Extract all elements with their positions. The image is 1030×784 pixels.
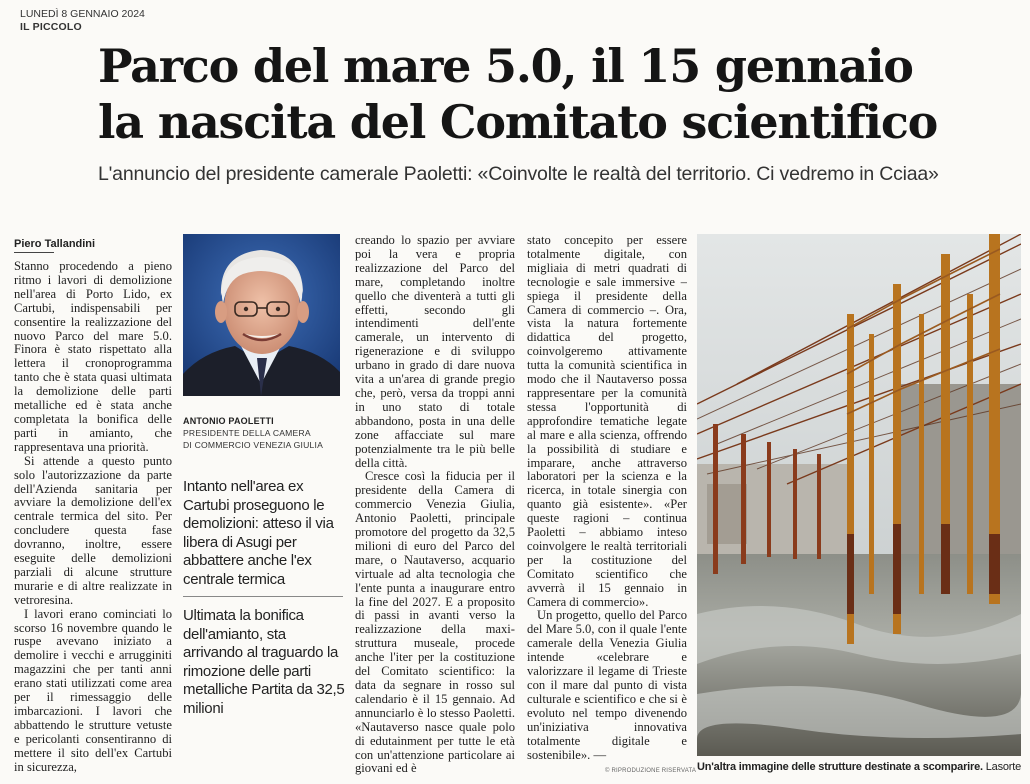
portrait-photo xyxy=(183,234,340,396)
paragraph: I lavori erano cominciati lo scorso 16 novembre quando le ruspe avevano iniziato a demolire i vecchi e arrugginiti magazzini che per tanti anni erano stati utilizzati come area per il rimessaggio delle imbarcazioni. I lavori che abbattendo le strutture vetuste e pericolanti consentiranno di mettere il sito dell'ex Cartubi in sicurezza, xyxy=(14,606,172,774)
portrait-caption-role xyxy=(183,428,343,451)
portrait-caption-name: ANTONIO PAOLETTI xyxy=(183,416,274,426)
byline: Piero Tallandini xyxy=(14,238,96,250)
headline xyxy=(98,38,1018,150)
article-column-1 xyxy=(14,260,172,778)
byline-rule xyxy=(14,252,54,253)
paragraph: stato concepito per essere totalmente digitale, con migliaia di metri quadrati di tecnologie e sale immersive – spiega il presidente della Camera di commercio –. Ora, vista la natura fortemente didattica del progetto, coinvolgeremo attivamente tutta la comunità scientifica in modo che il Nautaverso possa rappresentare per la comunità stessa l'opportunità di approfondire tematiche legate al mare e alla scienza, offrendo la possibilità di studiare e imparare, anche attraverso laboratori per la scienza e la ricerca, in totale sinergia con quanto già esistente». «Per queste ragioni – continua Paoletti – abbiamo inteso coinvolgere le realtà territoriali per la costituzione del Comitato scientifico che avverrà il 15 gennaio in Camera di commercio». xyxy=(527,234,687,609)
pullquote-1: Intanto nell'area ex Cartubi proseguono le demolizioni: atteso il via libera di Asugi per abbattere anche l'ex centrale termica xyxy=(183,478,334,588)
demolition-site-photo xyxy=(697,234,1021,756)
portrait-caption-role-line-1: PRESIDENTE DELLA CAMERA xyxy=(183,428,311,438)
portrait-illustration xyxy=(183,234,340,396)
paragraph: Si attende a questo punto solo l'autorizzazione da parte dell'Azienda sanitaria per avviare la demolizione dell'ex centrale termica del sito. Per concludere questa fase dovranno, inoltre, essere eseguite delle demolizioni parziali di alcune strutture murarie e di altre realizzate in vetroresina. xyxy=(14,453,172,607)
article-column-4 xyxy=(527,234,687,762)
photo-illustration xyxy=(697,234,1021,756)
masthead xyxy=(20,8,145,34)
headline-line-2: la nascita del Comitato scientifico xyxy=(98,95,938,149)
newspaper-name: IL PICCOLO xyxy=(20,21,82,33)
paragraph: Un progetto, quello del Parco del Mare 5.0, con il quale l'ente camerale della Venezia Giulia intende «celebrare e valorizzare il legame di Trieste con il mare dal punto di vista culturale e scientifico e che si è evoluto nel tempo divenendo un'iniziativa innovativa totalmente digitale e sostenibile». — xyxy=(527,608,687,762)
headline-line-1: Parco del mare 5.0, il 15 gennaio xyxy=(98,39,913,93)
paragraph: Cresce così la fiducia per il presidente della Camera di commercio Venezia Giulia, Antonio Paoletti, principale promotore del progetto da 32,5 milioni di euro del Parco del mare, o Nautaverso, acquario virtuale ad alta tecnologia che l'ente punta a inaugurare entro la fine del 2027. E a proposito di passi in avanti verso la realizzazione della maxi-struttura museale, procede anche l'iter per la costituzione del Comitato scientifico: la data da segnare in rosso sul calendario è il 15 gennaio. Ad annunciarlo è lo stesso Paoletti. «Nautaverso nasce quale polo di edutainment per tutte le età con un'attenzione particolare ai giovani ed è xyxy=(355,469,515,776)
paragraph: Stanno procedendo a pieno ritmo i lavori di demolizione nell'area di Porto Lido, ex Cartubi, indispensabili per consentire la realizzazione del nuovo Parco del mare 5.0. Finora è stato rispettato alla lettera il cronoprogramma tanto che è stata quasi ultimata la demolizione delle parti metalliche ed è stata anche completata la bonifica delle parti in amianto, che rappresentava una priorità. xyxy=(14,260,172,454)
photo-caption-text: Un'altra immagine delle strutture destinate a scomparire. xyxy=(697,761,983,773)
pullquote-divider xyxy=(183,596,343,597)
issue-date: LUNEDÌ 8 GENNAIO 2024 xyxy=(20,8,145,20)
copyright-notice: © RIPRODUZIONE RISERVATA xyxy=(605,768,697,774)
paragraph: creando lo spazio per avviare poi la vera e propria realizzazione del Parco del mare, completando inoltre quello che diventerà a tutti gli effetti, secondo gli intendimenti dell'ente camerale, un intervento di rigenerazione e di sviluppo urbano in grado di dare nuova vita a un'area di grande pregio che, però, versa da troppi anni in uno stato di totale abbandono, posta in una delle zone affacciate sul mare potenzialmente tra le più belle della città. xyxy=(355,234,515,470)
article-column-3 xyxy=(355,234,515,778)
photo-caption xyxy=(697,761,1027,773)
photo-credit: Lasorte xyxy=(985,761,1022,773)
pullquote-2: Ultimata la bonifica dell'amianto, sta arrivando al traguardo la rimozione delle parti metalliche Partita da 32,5 milioni xyxy=(183,607,345,717)
subheadline: L'annuncio del presidente camerale Paoletti: «Coinvolte le realtà del territorio. Ci vedremo in Cciaa» xyxy=(98,163,939,185)
portrait-caption-role-line-2: DI COMMERCIO VENEZIA GIULIA xyxy=(183,439,324,450)
